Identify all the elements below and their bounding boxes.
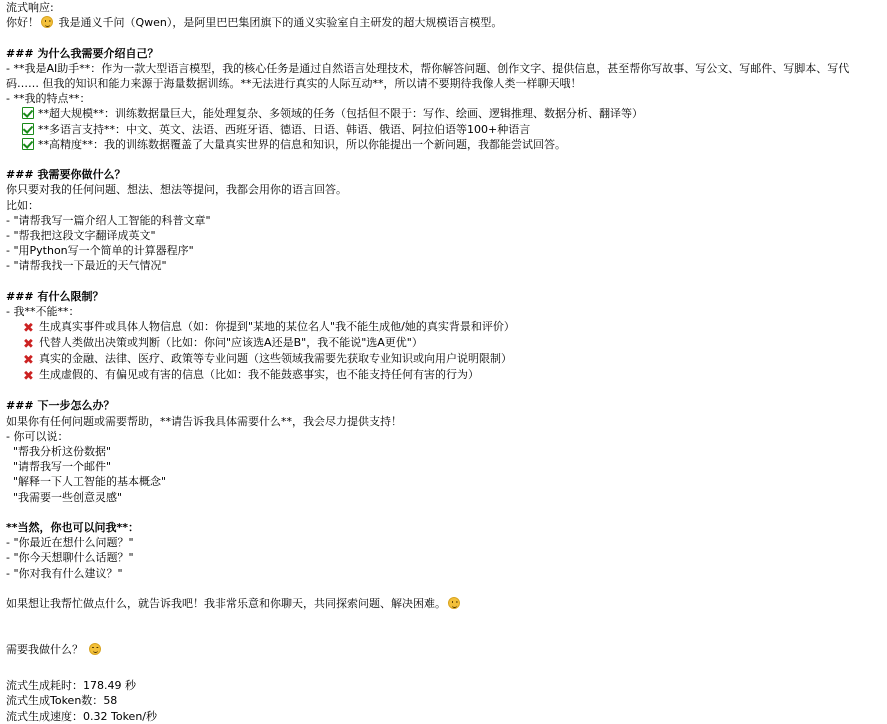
cross-item-label: 生成真实事件或具体人物信息（如：你提到"某地的某位名人"我不能生成他/她的真实背景和评价）: [39, 320, 515, 334]
stat-tokens: [0, 693, 887, 709]
closing-text: 如果想让我帮忙做点什么，就告诉我吧！我非常乐意和你聊天，共同探索问题、解决困难。: [6, 597, 446, 611]
stat-time: [0, 678, 887, 694]
cross-item-label: 真实的金融、法律、医疗、政策等专业问题（这些领域我需要先获取专业知识或向用户说明限制）: [39, 352, 512, 366]
section-line: "帮我分析这份数据": [6, 445, 112, 459]
section-heading-why: ### 为什么我需要介绍自己？: [6, 46, 159, 60]
stat-speed: [0, 709, 887, 724]
stat-speed-label: 流式生成速度：: [6, 709, 83, 723]
section-line: - 你可以说：: [6, 429, 69, 443]
stat-tokens-value: 58: [103, 694, 118, 708]
stat-tokens-label: 流式生成Token数：: [6, 694, 104, 708]
section-heading-need: ### 我需要你做什么？: [6, 168, 126, 182]
check-item: [0, 137, 887, 152]
greeting-line: [0, 15, 887, 30]
extra-line: - "你对我有什么建议？": [6, 566, 123, 580]
stat-time-value: 178.49 秒: [83, 678, 136, 692]
section-line: 你只要对我的任何问题、想法、想法等提问，我都会用你的语言回答。: [6, 183, 347, 197]
cross-icon: ✖: [23, 369, 34, 385]
section-line: "请帮我写一个邮件": [6, 460, 112, 474]
spacer: [0, 383, 887, 398]
checkbox-checked-icon: [22, 123, 34, 135]
section-heading-limits: ### 有什么限制？: [6, 289, 104, 303]
cross-item-label: 代替人类做出决策或判断（比如：你问"应该选A还是B"，我不能说"选A更优"）: [39, 336, 423, 350]
section-line: - "请帮我找一下最近的天气情况": [6, 259, 167, 273]
cross-icon: ✖: [23, 353, 34, 369]
extra-heading: **当然，你也可以问我**：: [6, 521, 140, 535]
smiley-icon: [41, 16, 53, 28]
spacer: [0, 611, 887, 626]
spacer: [0, 581, 887, 596]
section-line: - "帮我把这段文字翻译成英文": [6, 229, 156, 243]
check-item-label: **高精度**：我的训练数据覆盖了大量真实世界的信息和知识，所以你能提出一个新问题，我都能尝试回答。: [38, 137, 566, 151]
cross-item: [0, 351, 887, 367]
cross-item: [0, 319, 887, 335]
cross-icon: ✖: [23, 321, 34, 337]
section-line: "我需要一些创意灵感": [6, 490, 123, 504]
section-line: "解释一下人工智能的基本概念": [6, 475, 167, 489]
spacer: [0, 505, 887, 520]
extra-line: - "你今天想聊什么话题？": [6, 551, 134, 565]
cross-icon: ✖: [23, 337, 34, 353]
spacer: [0, 657, 887, 672]
greeting-text: 你好！: [6, 16, 39, 30]
closing-line: [0, 596, 887, 611]
section-line: - 我**不能**：: [6, 305, 80, 319]
stream-response-header: 流式响应:: [6, 1, 54, 14]
spacer: [0, 626, 887, 641]
section-line: - "请帮我写一篇介绍人工智能的科普文章": [6, 213, 211, 227]
checkbox-checked-icon: [22, 107, 34, 119]
spacer: [0, 30, 887, 45]
check-item-label: **超大规模**：训练数据量巨大，能处理复杂、多领域的任务（包括但不限于：写作、绘画、逻辑推理、数据分析、翻译等）: [38, 107, 643, 121]
section-heading-next: ### 下一步怎么办？: [6, 399, 115, 413]
spacer: [0, 274, 887, 289]
section-line: 如果你有任何问题或需要帮助，**请告诉我具体需要什么**，我会尽力提供支持！: [6, 414, 402, 428]
checkbox-checked-icon: [22, 138, 34, 150]
check-item-label: **多语言支持**：中文、英文、法语、西班牙语、德语、日语、韩语、俄语、阿拉伯语等100+种语言: [38, 122, 531, 136]
final-question-text: 需要我做什么？: [6, 642, 83, 656]
cross-item: [0, 367, 887, 383]
final-question-line: [0, 642, 887, 657]
cross-item: [0, 335, 887, 351]
section-line: - "用Python写一个简单的计算器程序": [6, 244, 194, 258]
greeting-rest: 我是通义千问（Qwen），是阿里巴巴集团旗下的通义实验室自主研发的超大规模语言模型。: [58, 16, 503, 30]
stat-speed-value: 0.32 Token/秒: [83, 709, 157, 723]
spacer: [0, 152, 887, 167]
section-line: - **我的特点**：: [6, 92, 91, 106]
extra-line: - "你最近在想什么问题？": [6, 536, 134, 550]
smiley-icon: [89, 643, 101, 655]
check-item: [0, 106, 887, 121]
stat-time-label: 流式生成耗时：: [6, 678, 83, 692]
section-line: - **我是AI助手**：作为一款大型语言模型，我的核心任务是通过自然语言处理技术，帮你解答问题、创作文字、提供信息，甚至帮你写故事、写公文、写邮件、写脚本、写代码…… 但我的知识和能力来源于海量数据训练。**无法进行真实的人际互动**，所以请不要期待我像人类一样聊天哦！: [6, 61, 850, 90]
section-line: 比如：: [6, 198, 39, 212]
smiley-icon: [448, 597, 460, 609]
cross-item-label: 生成虚假的、有偏见或有害的信息（比如：我不能鼓惑事实，也不能支持任何有害的行为）: [39, 368, 479, 382]
stats-footer: [0, 678, 887, 724]
check-item: [0, 122, 887, 137]
